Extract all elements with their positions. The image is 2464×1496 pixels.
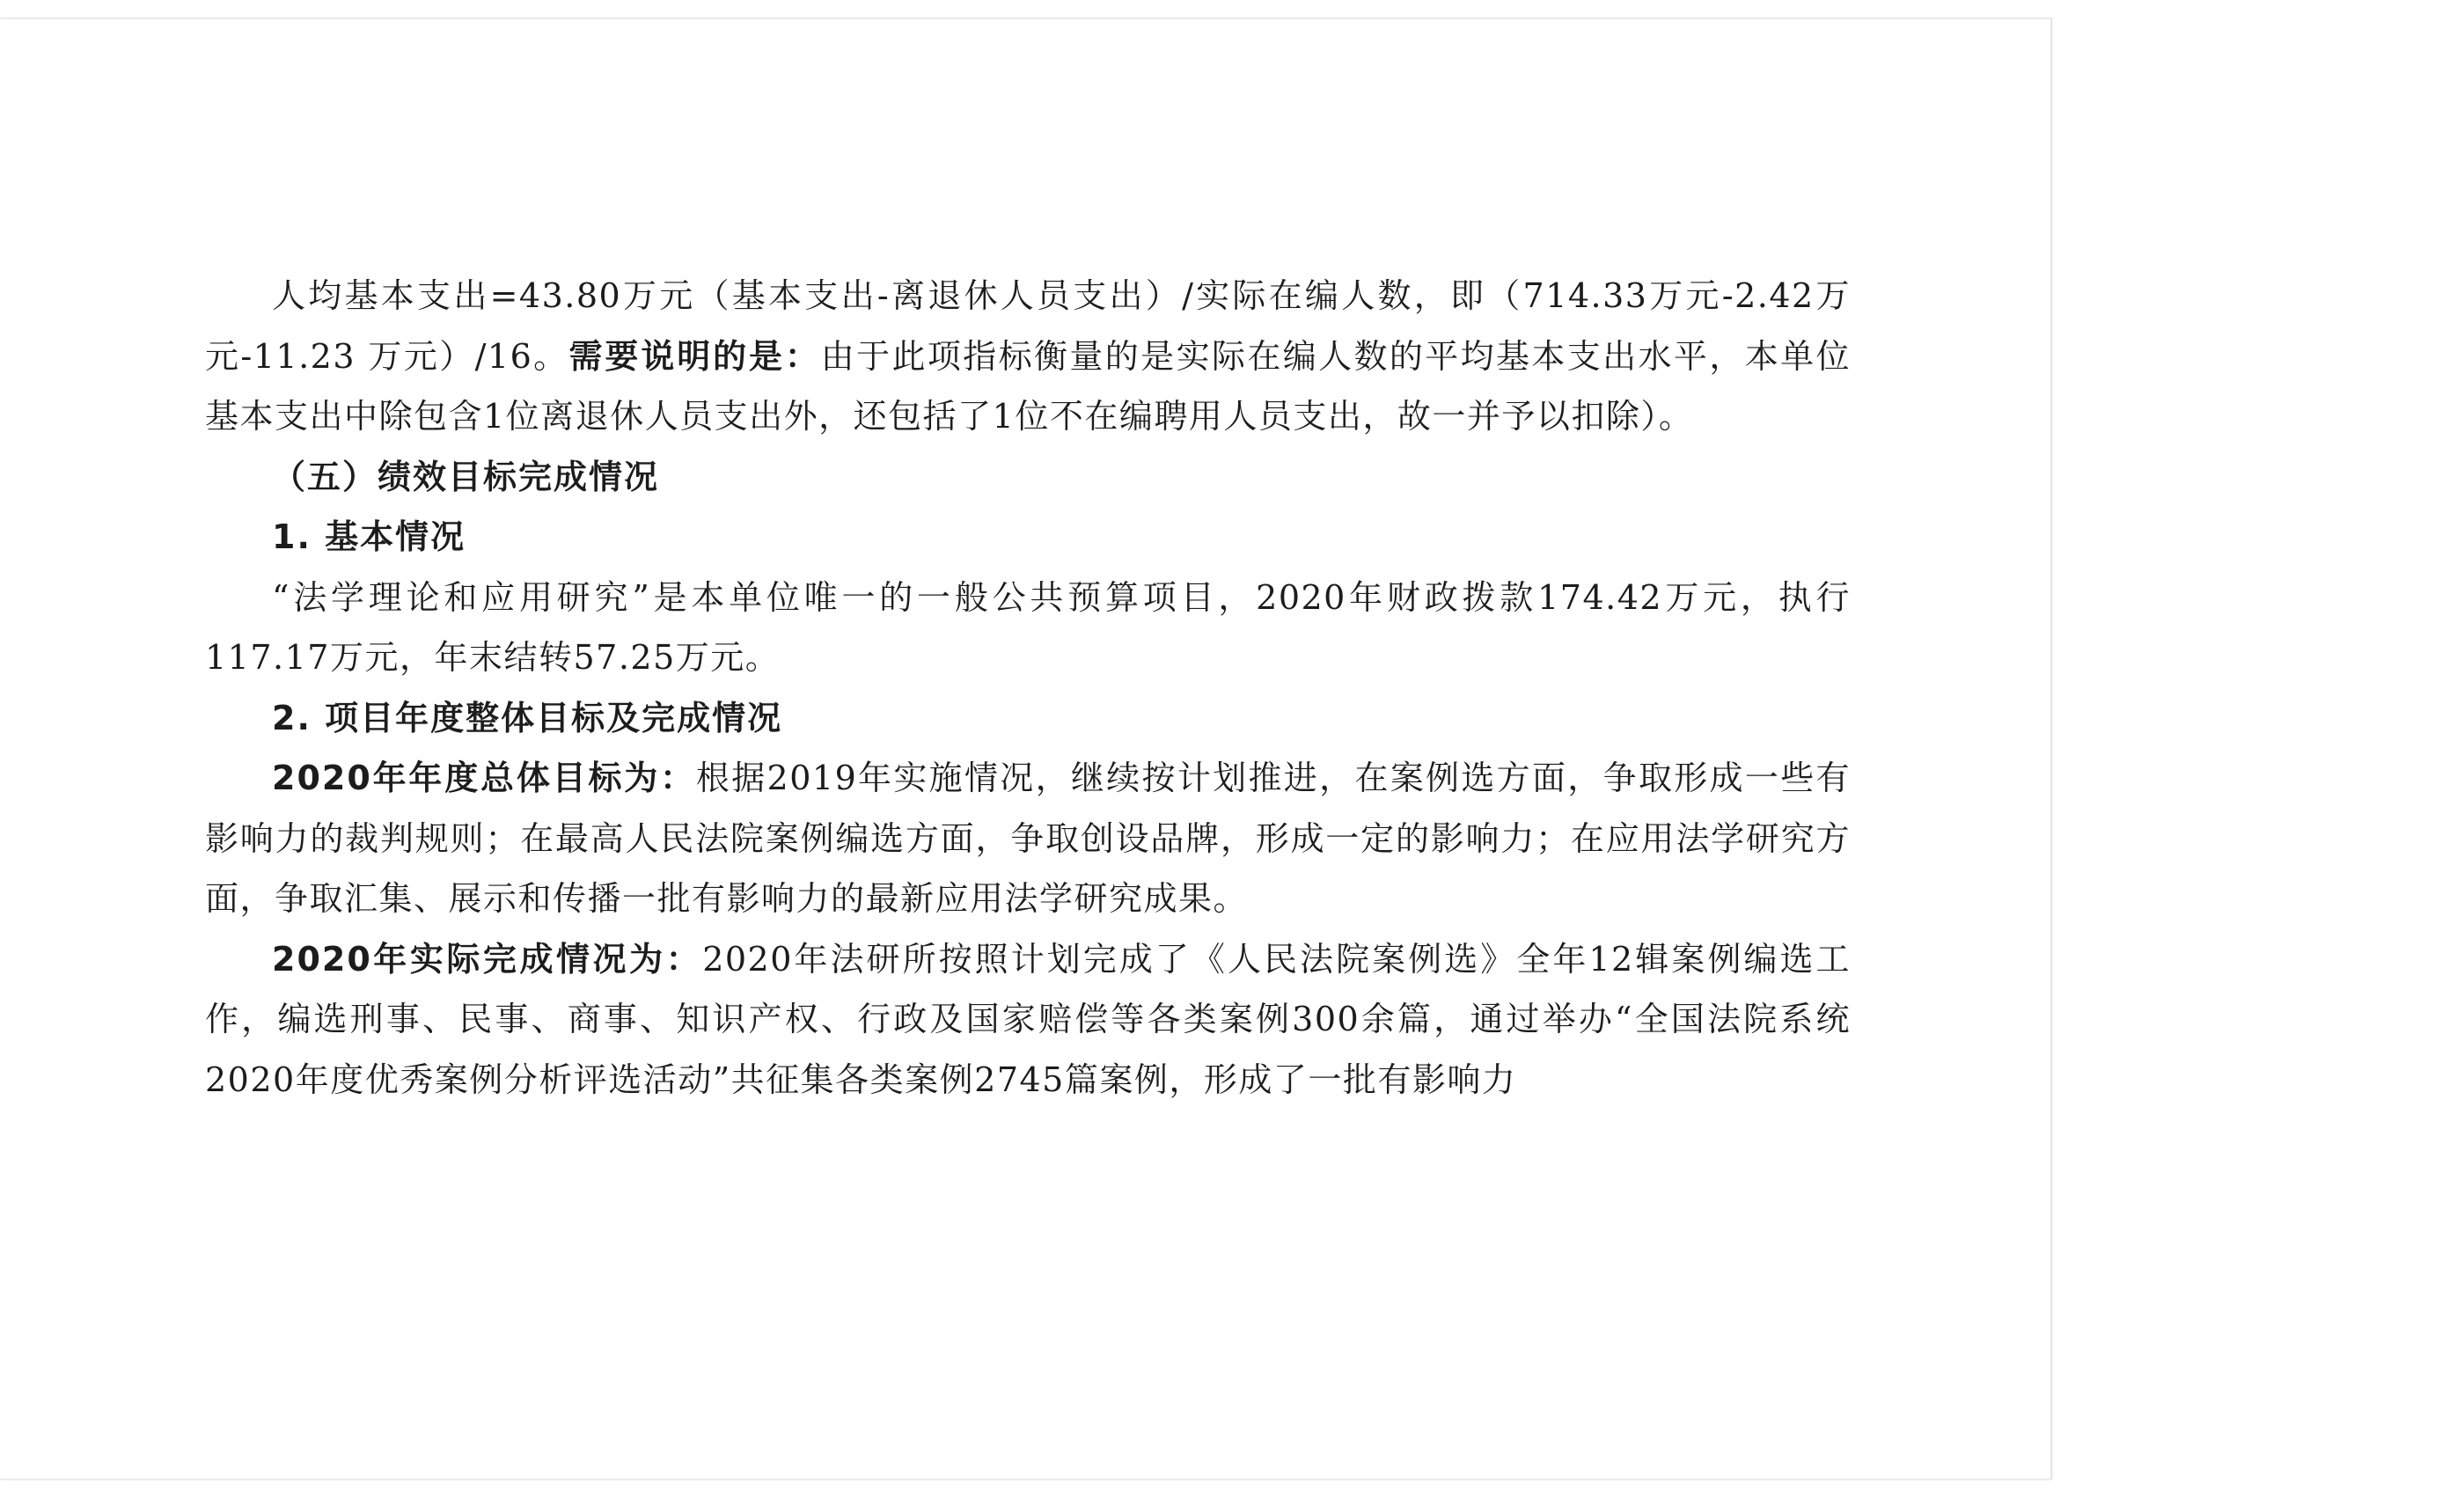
paragraph-actual-completion bbox=[205, 929, 1851, 1111]
subheading-basic-situation: 1. 基本情况 bbox=[272, 517, 466, 556]
goal-text: 根据2019年实施情况，继续按计划推进，在案例选方面，争取形成一些有影响力的裁判规则；在最高人民法院案例编选方面，争取创设品牌，形成一定的影响力；在应用法学研究方面，争取汇集、展示和传播一批有影响力的最新应用法学研究成果。 bbox=[205, 759, 1852, 918]
paragraph-tail: 由于此项指标衡量的是实际在编人数的平均基本支出水平，本单位基本支出中除包含1位离退休人员支出外，还包括了1位不在编聘用人员支出，故一并予以扣除）。 bbox=[205, 336, 1851, 436]
section-heading-performance: （五）绩效目标完成情况 bbox=[272, 457, 660, 496]
paragraph-per-capita-expense bbox=[205, 266, 1851, 447]
emphasis-note-label: 需要说明的是： bbox=[568, 336, 821, 376]
paragraph-basic-situation: “法学理论和应用研究”是本单位唯一的一般公共预算项目，2020年财政拨款174.42万元，执行117.17万元，年末结转57.25万元。 bbox=[205, 577, 1851, 677]
document-body bbox=[205, 266, 1851, 1110]
subheading-annual-goal: 2. 项目年度整体目标及完成情况 bbox=[272, 698, 783, 737]
paragraph-text: 人均基本支出=43.80万元（基本支出-离退休人员支出）/实际在编人数，即（714.33万元-2.42万元-11.23 万元）/16。 bbox=[205, 276, 1851, 376]
actual-text: 2020年法研所按照计划完成了《人民法院案例选》全年12辑案例编选工作，编选刑事、民事、商事、知识产权、行政及国家赔偿等各类案例300余篇，通过举办“全国法院系统2020年度优秀案例分析评选活动”共征集各类案例2745篇案例，形成了一批有影响力 bbox=[205, 939, 1851, 1099]
paragraph-annual-goal bbox=[205, 748, 1851, 929]
goal-label: 2020年年度总体目标为： bbox=[272, 759, 696, 797]
actual-label: 2020年实际完成情况为： bbox=[272, 939, 703, 979]
